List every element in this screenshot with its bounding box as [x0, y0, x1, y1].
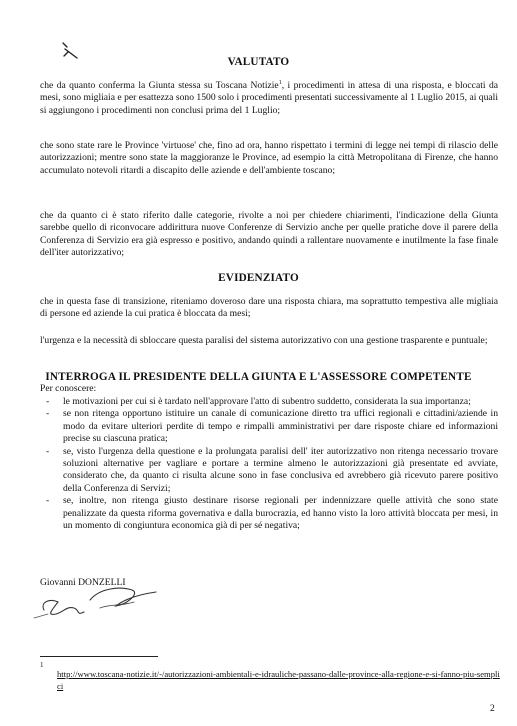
list-item: - se non ritenga opportuno istituire un canale di comunicazione diretto tra uffici regionali e cittadini/aziende in modo da evitare ulteriori perdite di tempo e rimpalli amministrativi per dare risposte chiare ed informazioni precise su ciascuna pratica;	[40, 408, 498, 445]
evidenziato-paragraph-2: l'urgenza e la necessità di sbloccare questa paralisi del sistema autorizzativo con una gestione trasparente e puntuale;	[40, 335, 488, 346]
interroga-list	[40, 396, 498, 532]
valutato-paragraph-2: che sono state rare le Province 'virtuose' che, fino ad ora, hanno rispettato i termini di legge nei tempi di rilascio delle autorizzazioni; mentre sono state la maggioranze le Province, ad esempio la città Metropolitana di Firenze, che hanno accumulato notevoli ritardi a discapito delle aziende e dell'ambiente toscano;	[40, 140, 498, 176]
footnote-number: 1	[40, 661, 44, 669]
footnote-link[interactable]: http://www.toscana-notizie.it/-/autorizzazioni-ambientali-e-idrauliche-passano-dalle-province-alla-regione-e-si-fanno-piu-semplici	[57, 669, 500, 691]
evidenziato-paragraph-1: che in questa fase di transizione, riteniamo doveroso dare una risposta chiara, ma soprattutto tempestiva alle migliaia di persone ed aziende la cui pratica è bloccata da mesi;	[40, 296, 498, 320]
valutato-paragraph-3: che da quanto ci è stato riferito dalle categorie, rivolte a noi per chiedere chiarimenti, l'indicazione della Giunta sarebbe quello di riconvocare addirittura nuove Conferenze di Servizio anche per quelle pratiche dove il parere della Conferenza di Servizio era già espresso e positivo, andando quindi a rallentare nuovamente e inutilmente la fase finale dell'iter autorizzativo;	[40, 210, 498, 259]
interroga-intro: Per conoscere:	[40, 383, 97, 394]
valutato-paragraph-1: che da quanto conferma la Giunta stessa su Toscana Notizie$^1$, i procedimenti in attesa di una risposta, e bloccati da mesi, sono migliaia e per esattezza sono 1500 solo i procedimenti presentati successivamente al 1 Luglio 2015, ai quali si aggiungono i procedimenti non conclusi prima del 1 Luglio;	[40, 79, 498, 116]
handwritten-signature-icon	[30, 580, 190, 622]
footnote-reference[interactable]: 1	[278, 79, 282, 86]
page-number: 2	[490, 703, 495, 714]
list-item: - le motivazioni per cui si è tardato nell'approvare l'atto di subentro suddetto, considerata la sua importanza;	[40, 396, 498, 408]
section-heading-evidenziato: EVIDENZIATO	[218, 272, 299, 284]
signatory-name: Giovanni DONZELLI	[40, 577, 126, 588]
section-heading-interroga: INTERROGA IL PRESIDENTE DELLA GIUNTA E L'ASSESSORE COMPETENTE	[45, 371, 472, 383]
section-heading-valutato: VALUTATO	[227, 56, 290, 68]
list-item: - se, inoltre, non ritenga giusto destinare risorse regionali per indennizzare quelle attività che sono state penalizzate da questa riforma governativa e dalla burocrazia, ed hanno visto la loro attività bloccata per mesi, in un momento di congiuntura economica già di per sé negativa;	[40, 495, 498, 532]
footnote-divider	[40, 656, 158, 657]
list-item: - se, visto l'urgenza della questione e la prolungata paralisi dell' iter autorizzativo non ritenga necessario trovare soluzioni alternative per vagliare e portare a termine almeno le autorizzazioni già presentate ed avviate, considerato che, da quanto ci risulta alcune sono in fase conclusiva ed avrebbero già ricevuto parere positivo della Conferenza di Servizi;	[40, 446, 498, 496]
